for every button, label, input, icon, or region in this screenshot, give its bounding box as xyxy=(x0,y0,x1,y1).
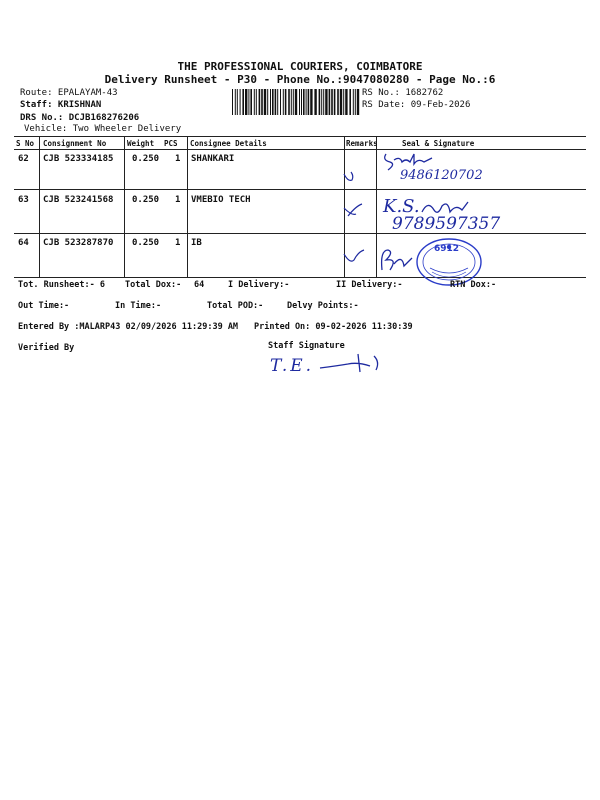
barcode-image xyxy=(232,89,360,115)
header-remarks: Remarks xyxy=(346,139,378,148)
drs-number: DRS No.: DCJB168276206 xyxy=(20,113,140,123)
staff-signature-handwriting: T.E. xyxy=(270,356,315,376)
header-pcs: PCS xyxy=(164,139,178,148)
out-time: Out Time:- xyxy=(18,301,70,311)
header-weight: Weight xyxy=(127,139,155,148)
header-sno: S No xyxy=(16,139,35,148)
header-seal: Seal & Signature xyxy=(402,139,475,148)
total-dox-value: 64 xyxy=(194,280,205,290)
ii-delivery: II Delivery:- xyxy=(336,280,403,290)
row-64-pcs: 1 xyxy=(175,238,181,248)
rs-date: RS Date: 09-Feb-2026 xyxy=(362,100,471,110)
total-dox-label: Total Dox:- xyxy=(125,280,182,290)
consignment-table xyxy=(14,136,586,278)
remarks-ticks xyxy=(338,160,378,270)
row-62-consignee: SHANKARI xyxy=(191,154,235,164)
row-63-weight: 0.250 xyxy=(132,195,160,205)
total-pod: Total POD:- xyxy=(207,301,264,311)
header-consignee: Consignee Details xyxy=(190,139,267,148)
route-label: Route: EPALAYAM-43 xyxy=(20,88,118,98)
row-62-consignment: CJB 523334185 xyxy=(43,154,114,164)
runsheet-subtitle: Delivery Runsheet - P30 - Phone No.:9047080280 - Page No.:6 xyxy=(104,73,496,86)
row-64-sno: 64 xyxy=(18,238,29,248)
row-62-sno: 62 xyxy=(18,154,29,164)
delvy-points: Delvy Points:- xyxy=(287,301,359,311)
signature-row-64 xyxy=(378,244,418,274)
staff-signature-stroke xyxy=(318,350,384,378)
row-62-pcs: 1 xyxy=(175,154,181,164)
in-time: In Time:- xyxy=(115,301,162,311)
verified-by: Verified By xyxy=(18,343,75,353)
row-63-pcs: 1 xyxy=(175,195,181,205)
staff-signature-label: Staff Signature xyxy=(268,341,345,351)
rtn-dox: RTN Dox:- xyxy=(450,280,497,290)
tot-runsheet: Tot. Runsheet:- 6 xyxy=(18,280,105,290)
row-63-sno: 63 xyxy=(18,195,29,205)
row-63-consignment: CJB 523241568 xyxy=(43,195,114,205)
handwritten-name-63: K.S. xyxy=(383,196,420,217)
company-title: THE PROFESSIONAL COURIERS, COIMBATORE xyxy=(177,60,423,73)
header-consignment: Consignment No xyxy=(43,139,107,148)
staff-label: Staff: KRISHNAN xyxy=(20,100,102,110)
handwritten-phone-63: 9789597357 xyxy=(392,214,501,234)
vehicle-label: Vehicle: Two Wheeler Delivery xyxy=(24,124,182,134)
handwritten-phone-62: 9486120702 xyxy=(400,168,483,183)
row-64-consignment: CJB 523287870 xyxy=(43,238,114,248)
row-64-weight: 0.250 xyxy=(132,238,160,248)
printed-on: Printed On: 09-02-2026 11:30:39 xyxy=(254,322,413,332)
stamp-number: 6912 xyxy=(434,244,460,254)
entered-by: Entered By :MALARP43 02/09/2026 11:29:39 AM xyxy=(18,322,239,332)
i-delivery: I Delivery:- xyxy=(228,280,290,290)
rs-number: RS No.: 1682762 xyxy=(362,88,444,98)
row-64-consignee: IB xyxy=(191,238,202,248)
row-63-consignee: VMEBIO TECH xyxy=(191,195,251,205)
row-62-weight: 0.250 xyxy=(132,154,160,164)
